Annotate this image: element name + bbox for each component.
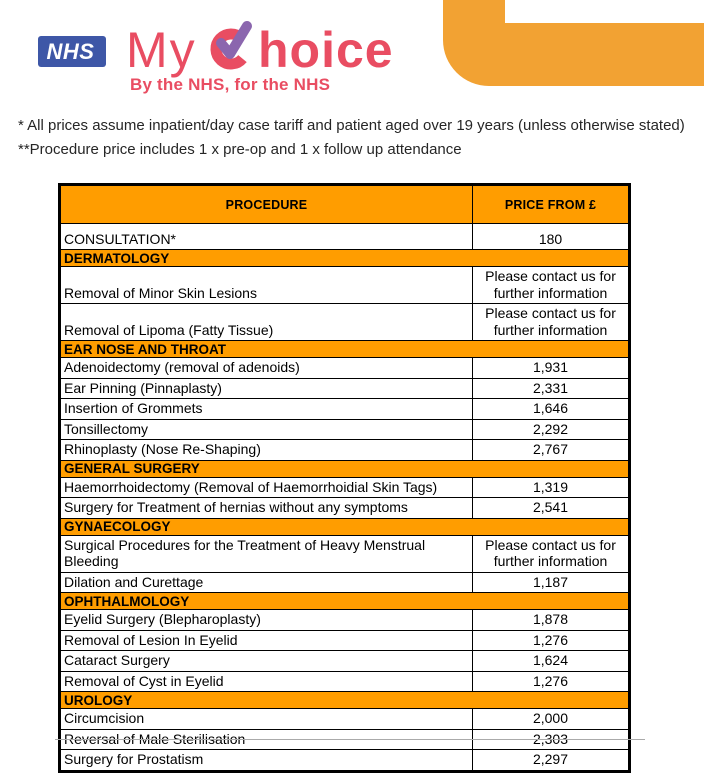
procedure-cell: Tonsillectomy: [60, 419, 473, 440]
section-row: [60, 518, 630, 535]
table-row: [60, 709, 630, 730]
price-cell: 2,292: [473, 419, 630, 440]
table-row: [60, 399, 630, 420]
price-cell: 1,646: [473, 399, 630, 420]
table-row: [60, 440, 630, 461]
nhs-logo: [38, 36, 106, 67]
section-row: [60, 460, 630, 477]
table-row: [60, 498, 630, 519]
brand-tagline: By the NHS, for the NHS: [130, 75, 331, 94]
table-row: [60, 572, 630, 593]
procedure-cell: Eyelid Surgery (Blepharoplasty): [60, 610, 473, 631]
price-cell: 2,303: [473, 729, 630, 750]
procedure-cell: Rhinoplasty (Nose Re-Shaping): [60, 440, 473, 461]
table-row: [60, 750, 630, 772]
orange-corner-decoration: [443, 0, 704, 86]
price-cell: 1,624: [473, 651, 630, 672]
section-label: OPHTHALMOLOGY: [60, 593, 630, 610]
procedure-cell: CONSULTATION*: [60, 224, 473, 250]
price-cell: 1,276: [473, 671, 630, 692]
price-cell: 2,541: [473, 498, 630, 519]
column-header-price: PRICE FROM £: [473, 185, 630, 224]
section-row: [60, 341, 630, 358]
page-break-line: [55, 739, 645, 740]
price-table-body: [60, 224, 630, 772]
brand-choice-text: hoice: [258, 22, 394, 78]
price-cell: 1,319: [473, 477, 630, 498]
table-row: [60, 267, 630, 304]
table-row: [60, 304, 630, 341]
section-label: UROLOGY: [60, 692, 630, 709]
table-row: [60, 419, 630, 440]
pricing-note-1: * All prices assume inpatient/day case tariff and patient aged over 19 years (unless otherwise stated): [18, 117, 685, 134]
procedure-cell: Haemorrhoidectomy (Removal of Haemorrhoidial Skin Tags): [60, 477, 473, 498]
procedure-cell: Ear Pinning (Pinnaplasty): [60, 378, 473, 399]
table-row: [60, 358, 630, 379]
procedure-cell: Surgery for Treatment of hernias without any symptoms: [60, 498, 473, 519]
price-cell: 1,187: [473, 572, 630, 593]
price-table-container: [58, 183, 628, 773]
table-row: [60, 651, 630, 672]
table-row: [60, 477, 630, 498]
table-row: [60, 671, 630, 692]
procedure-cell: Insertion of Grommets: [60, 399, 473, 420]
procedure-cell: Adenoidectomy (removal of adenoids): [60, 358, 473, 379]
procedure-cell: Removal of Cyst in Eyelid: [60, 671, 473, 692]
choice-checkmark-icon: [209, 18, 255, 70]
section-label: GYNAECOLOGY: [60, 518, 630, 535]
brand-header: [38, 15, 458, 105]
procedure-cell: Reversal of Male Sterilisation: [60, 729, 473, 750]
section-label: DERMATOLOGY: [60, 250, 630, 267]
table-row: [60, 610, 630, 631]
section-row: [60, 593, 630, 610]
nhs-logo-text: NHS: [46, 38, 95, 64]
table-row: [60, 535, 630, 572]
price-cell: 2,000: [473, 709, 630, 730]
procedure-cell: Dilation and Curettage: [60, 572, 473, 593]
price-table: [58, 183, 631, 773]
price-cell: 2,767: [473, 440, 630, 461]
table-header-row: [60, 185, 630, 224]
price-cell: 2,331: [473, 378, 630, 399]
section-row: [60, 250, 630, 267]
procedure-cell: Removal of Lesion In Eyelid: [60, 630, 473, 651]
price-cell: 2,297: [473, 750, 630, 772]
price-cell: Please contact us for further information: [473, 304, 630, 341]
procedure-cell: Surgery for Prostatism: [60, 750, 473, 772]
section-row: [60, 692, 630, 709]
price-cell: 1,931: [473, 358, 630, 379]
procedure-cell: Surgical Procedures for the Treatment of Heavy Menstrual Bleeding: [60, 535, 473, 572]
price-cell: 1,878: [473, 610, 630, 631]
price-cell: 180: [473, 224, 630, 250]
procedure-cell: Removal of Lipoma (Fatty Tissue): [60, 304, 473, 341]
price-cell: 1,276: [473, 630, 630, 651]
table-row: [60, 630, 630, 651]
brand-my-text: My: [126, 22, 197, 78]
pricing-notes: [18, 114, 698, 162]
section-label: GENERAL SURGERY: [60, 460, 630, 477]
pricing-note-2: **Procedure price includes 1 x pre-op and 1 x follow up attendance: [18, 141, 462, 158]
procedure-cell: Removal of Minor Skin Lesions: [60, 267, 473, 304]
price-cell: Please contact us for further information: [473, 267, 630, 304]
procedure-cell: Circumcision: [60, 709, 473, 730]
table-row: [60, 224, 630, 250]
procedure-cell: Cataract Surgery: [60, 651, 473, 672]
table-row: [60, 378, 630, 399]
section-label: EAR NOSE AND THROAT: [60, 341, 630, 358]
price-cell: Please contact us for further information: [473, 535, 630, 572]
column-header-procedure: PROCEDURE: [60, 185, 473, 224]
